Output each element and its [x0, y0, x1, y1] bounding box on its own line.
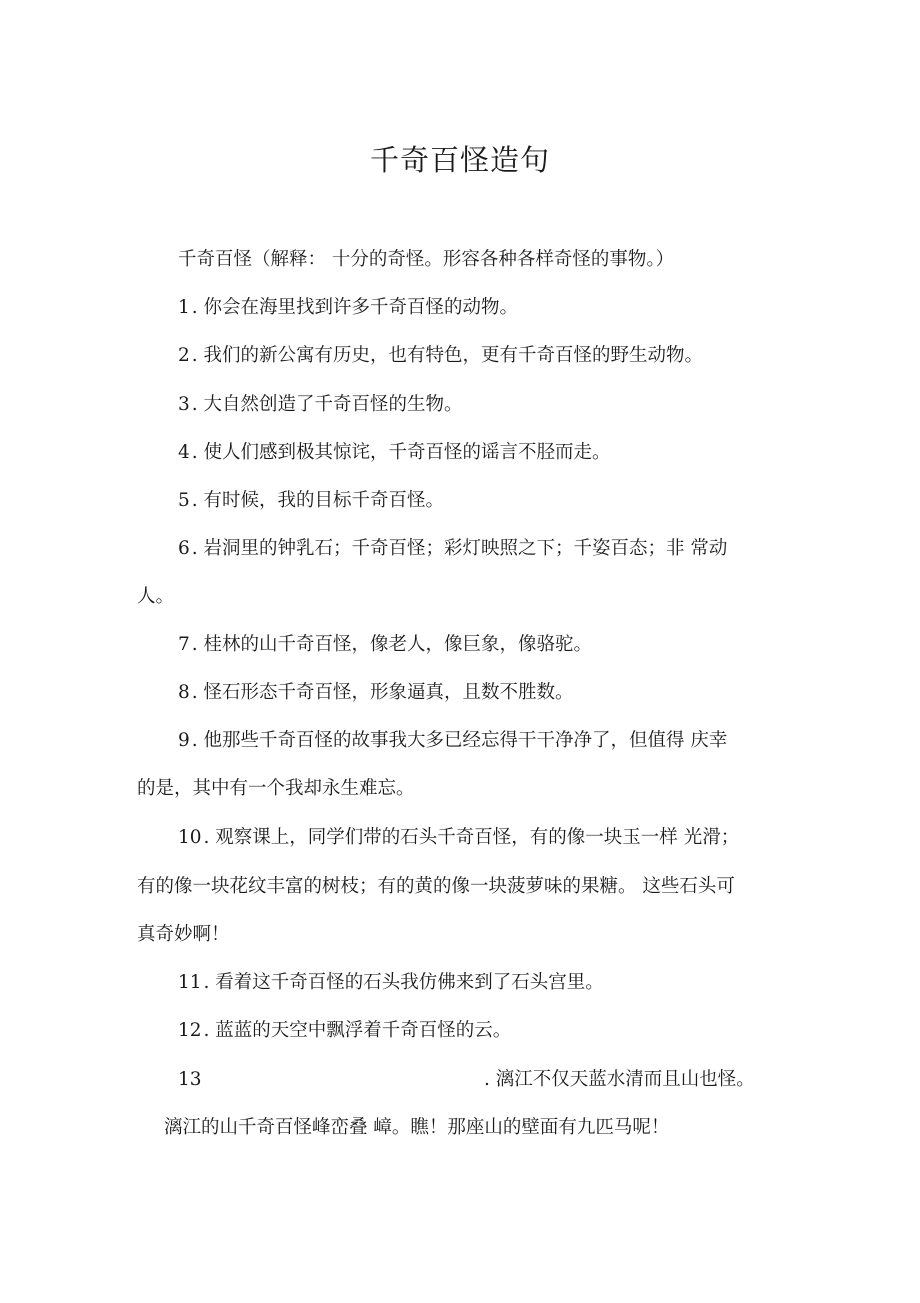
- sentence-text: . 使人们感到极其惊诧，千奇百怪的谣言不胫而走。: [191, 442, 611, 463]
- sentence-number: 12: [178, 1020, 202, 1041]
- sentence-8: [178, 678, 574, 708]
- sentence-13-continuation: 漓江的山千奇百怪峰峦叠 嶂。瞧！那座山的壁面有九匹马呢！: [164, 1117, 670, 1138]
- sentence-10: [178, 823, 739, 853]
- sentence-3: [178, 390, 463, 420]
- sentence-12: [178, 1016, 511, 1046]
- sentence-4: [178, 438, 611, 468]
- sentence-number: 3: [178, 394, 190, 415]
- sentence-number: 1: [178, 297, 190, 318]
- sentence-1: [178, 293, 518, 323]
- sentence-text: . 他那些千奇百怪的故事我大多已经忘得干干净净了，但值得 庆幸: [191, 730, 728, 751]
- sentence-number: 7: [178, 634, 190, 655]
- sentence-text: . 我们的新公寓有历史，也有特色，更有千奇百怪的野生动物。: [191, 345, 704, 366]
- sentence-text: . 怪石形态千奇百怪，形象逼真，且数不胜数。: [191, 682, 574, 703]
- sentence-number: 4: [178, 442, 190, 463]
- sentence-number: 11: [178, 972, 202, 993]
- sentence-13-text: . 漓江不仅天蓝水清而且山也怪。: [484, 1069, 755, 1090]
- sentence-11: [178, 968, 604, 998]
- sentence-text: . 你会在海里找到许多千奇百怪的动物。: [191, 297, 519, 318]
- sentence-number: 6: [178, 538, 190, 559]
- sentence-13-number: 13: [178, 1069, 202, 1090]
- sentence-text: . 桂林的山千奇百怪，像老人，像巨象，像骆驼。: [191, 634, 593, 655]
- sentence-2: [178, 341, 703, 371]
- sentence-7: [178, 630, 592, 660]
- sentence-6-continuation: 人。: [137, 586, 175, 607]
- sentence-10-continuation: 真奇妙啊！: [137, 924, 230, 945]
- sentence-number: 5: [178, 490, 190, 511]
- sentence-text: . 观察课上，同学们带的石头千奇百怪，有的像一块玉一样 光滑；: [203, 827, 740, 848]
- sentence-text: . 岩洞里的钟乳石；千奇百怪；彩灯映照之下；千姿百态；非 常动: [191, 538, 728, 559]
- sentence-number: 8: [178, 682, 190, 703]
- sentence-9-continuation: 的是，其中有一个我却永生难忘。: [137, 778, 415, 799]
- definition-line: 千奇百怪（解释： 十分的奇怪。形容各种各样奇怪的事物。）: [178, 249, 675, 270]
- sentence-number: 9: [178, 730, 190, 751]
- sentence-text: . 有时候，我的目标千奇百怪。: [191, 490, 445, 511]
- sentence-6: [178, 534, 727, 564]
- sentence-text: . 大自然创造了千奇百怪的生物。: [191, 394, 463, 415]
- sentence-number: 2: [178, 345, 190, 366]
- sentence-9: [178, 726, 727, 756]
- page-title: 千奇百怪造句: [369, 143, 550, 177]
- sentence-10-continuation: 有的像一块花纹丰富的树枝；有的黄的像一块菠萝味的果糖。 这些石头可: [137, 876, 735, 897]
- sentence-5: [178, 486, 444, 516]
- sentence-number: 10: [178, 827, 202, 848]
- sentence-text: . 蓝蓝的天空中飘浮着千奇百怪的云。: [203, 1020, 512, 1041]
- sentence-text: . 看着这千奇百怪的石头我仿佛来到了石头宫里。: [203, 972, 604, 993]
